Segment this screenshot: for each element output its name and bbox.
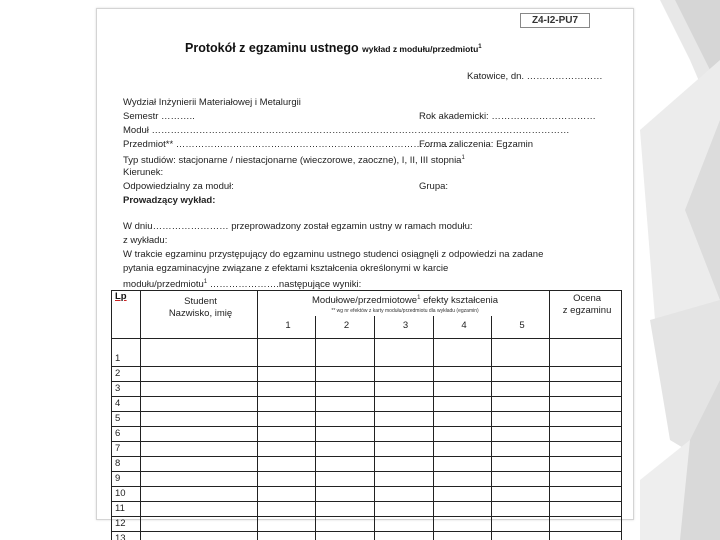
table-cell[interactable] <box>375 411 434 426</box>
table-row <box>112 531 622 540</box>
row-number: 11 <box>112 501 141 516</box>
table-cell[interactable] <box>316 456 375 471</box>
row-number: 3 <box>112 381 141 396</box>
table-cell[interactable] <box>492 366 550 381</box>
table-cell[interactable] <box>550 396 622 411</box>
table-cell[interactable] <box>316 441 375 456</box>
faculty-line: Wydział Inżynierii Materiałowej i Metalurgii <box>123 97 301 108</box>
table-cell[interactable] <box>258 411 316 426</box>
table-cell[interactable] <box>550 426 622 441</box>
table-cell[interactable] <box>434 441 492 456</box>
table-cell[interactable] <box>141 471 258 486</box>
table-cell[interactable] <box>375 441 434 456</box>
table-cell[interactable] <box>316 366 375 381</box>
table-cell[interactable] <box>492 456 550 471</box>
table-cell[interactable] <box>434 501 492 516</box>
table-cell[interactable] <box>375 516 434 531</box>
table-cell[interactable] <box>492 531 550 540</box>
row-number: 1 <box>112 338 141 366</box>
table-cell[interactable] <box>375 381 434 396</box>
row-number: 12 <box>112 516 141 531</box>
table-cell[interactable] <box>141 426 258 441</box>
module-line: Moduł …………………………………………………………………………………………………………………… <box>123 125 570 136</box>
semester-line: Semestr ……….. <box>123 111 195 122</box>
student-header: Student Nazwisko, imię <box>141 291 258 339</box>
effect-number: 3 <box>375 316 434 338</box>
row-number: 5 <box>112 411 141 426</box>
table-cell[interactable] <box>316 486 375 501</box>
table-cell[interactable] <box>492 486 550 501</box>
document-page <box>96 8 634 540</box>
table-row <box>112 501 622 516</box>
table-cell[interactable] <box>375 338 434 366</box>
table-cell[interactable] <box>375 396 434 411</box>
table-row <box>112 396 622 411</box>
effect-number: 1 <box>258 316 316 338</box>
table-row <box>112 456 622 471</box>
table-cell[interactable] <box>492 441 550 456</box>
grade-header: Ocena z egzaminu <box>550 291 622 339</box>
table-cell[interactable] <box>316 516 375 531</box>
table-cell[interactable] <box>141 366 258 381</box>
row-number: 10 <box>112 486 141 501</box>
table-cell[interactable] <box>550 366 622 381</box>
table-row <box>112 381 622 396</box>
table-cell[interactable] <box>375 366 434 381</box>
title-main: Protokół z egzaminu ustnego <box>185 41 359 55</box>
table-row <box>112 471 622 486</box>
row-number: 4 <box>112 396 141 411</box>
row-number: 13 <box>112 531 141 540</box>
table-cell[interactable] <box>316 381 375 396</box>
lecturer-line: Prowadzący wykład: <box>123 195 216 206</box>
table-cell[interactable] <box>434 426 492 441</box>
table-cell[interactable] <box>550 486 622 501</box>
table-cell[interactable] <box>258 381 316 396</box>
table-cell[interactable] <box>550 411 622 426</box>
table-cell[interactable] <box>434 531 492 540</box>
paragraph1-line2: z wykładu: <box>123 235 168 246</box>
table-row <box>112 338 622 366</box>
table-cell[interactable] <box>550 456 622 471</box>
table-cell[interactable] <box>434 486 492 501</box>
row-number: 2 <box>112 366 141 381</box>
table-cell[interactable] <box>141 516 258 531</box>
table-row <box>112 486 622 501</box>
table-cell[interactable] <box>434 471 492 486</box>
table-cell[interactable] <box>492 516 550 531</box>
table-cell[interactable] <box>258 456 316 471</box>
document-title <box>185 41 482 55</box>
table-cell[interactable] <box>492 396 550 411</box>
table-cell[interactable] <box>434 396 492 411</box>
table-cell[interactable] <box>316 471 375 486</box>
table-cell[interactable] <box>258 396 316 411</box>
row-number: 8 <box>112 456 141 471</box>
table-cell[interactable] <box>375 456 434 471</box>
table-cell[interactable] <box>492 381 550 396</box>
table-cell[interactable] <box>316 338 375 366</box>
effect-number: 5 <box>492 316 550 338</box>
table-cell[interactable] <box>550 531 622 540</box>
place-date: Katowice, dn. …………………… <box>467 71 603 82</box>
table-row <box>112 366 622 381</box>
table-cell[interactable] <box>258 531 316 540</box>
academic-year-line: Rok akademicki: …………………………… <box>419 111 596 122</box>
responsible-line: Odpowiedzialny za moduł: <box>123 181 234 192</box>
table-cell[interactable] <box>258 338 316 366</box>
table-cell[interactable] <box>258 501 316 516</box>
form-line: Forma zaliczenia: Egzamin <box>419 139 534 150</box>
table-cell[interactable] <box>316 531 375 540</box>
lp-header: Lp <box>112 291 141 339</box>
table-cell[interactable] <box>141 501 258 516</box>
table-cell[interactable] <box>316 426 375 441</box>
table-cell[interactable] <box>375 471 434 486</box>
results-table <box>111 290 622 540</box>
effects-header-note: ** wg nr efektów z karty modułu/przedmiotu dla wykładu (egzamin) <box>331 308 479 315</box>
table-cell[interactable] <box>258 366 316 381</box>
table-cell[interactable] <box>141 381 258 396</box>
table-cell[interactable] <box>258 441 316 456</box>
table-cell[interactable] <box>492 471 550 486</box>
table-row <box>112 516 622 531</box>
table-cell[interactable] <box>258 486 316 501</box>
table-cell[interactable] <box>141 486 258 501</box>
table-cell[interactable] <box>258 516 316 531</box>
table-cell[interactable] <box>141 531 258 540</box>
table-row <box>112 426 622 441</box>
table-cell[interactable] <box>375 486 434 501</box>
table-cell[interactable] <box>550 501 622 516</box>
table-row <box>112 411 622 426</box>
table-cell[interactable] <box>434 411 492 426</box>
groups-line: Grupa: <box>419 181 449 192</box>
table-cell[interactable] <box>316 411 375 426</box>
paragraph2-line2: pytania egzaminacyjne związane z efektami kształcenia określonymi w karcie <box>123 263 449 274</box>
table-cell[interactable] <box>141 411 258 426</box>
table-cell[interactable] <box>258 426 316 441</box>
table-cell[interactable] <box>141 338 258 366</box>
table-cell[interactable] <box>492 426 550 441</box>
document-code: Z4-I2-PU7 <box>520 13 590 28</box>
table-cell[interactable] <box>550 441 622 456</box>
effect-number: 4 <box>434 316 492 338</box>
table-cell[interactable] <box>375 426 434 441</box>
effect-number: 2 <box>316 316 375 338</box>
table-cell[interactable] <box>316 501 375 516</box>
table-cell[interactable] <box>492 411 550 426</box>
row-number: 6 <box>112 426 141 441</box>
table-cell[interactable] <box>434 338 492 366</box>
table-cell[interactable] <box>434 381 492 396</box>
paragraph2-line1: W trakcie egzaminu przystępujący do egzaminu ustnego studenci osiągnęli z odpowiedzi na zadane <box>123 249 544 260</box>
table-cell[interactable] <box>434 456 492 471</box>
table-cell[interactable] <box>141 441 258 456</box>
subject-line: Przedmiot** …………………………………………………………………………… <box>123 139 452 150</box>
paragraph2-line3: modułu/przedmiotu$^1$ ………………….następujące wyniki: <box>123 279 362 291</box>
table-cell[interactable] <box>375 531 434 540</box>
table-cell[interactable] <box>492 501 550 516</box>
table-cell[interactable] <box>258 471 316 486</box>
paragraph1-line1: W dniu…………………… przeprowadzony został egzamin ustny w ramach modułu: <box>123 221 473 232</box>
row-number: 9 <box>112 471 141 486</box>
title-sub: wykład z modułu/przedmiotu$^1$ <box>362 44 482 54</box>
table-cell[interactable] <box>141 396 258 411</box>
effects-header: Modułowe/przedmiotowe$^1$ efekty kształcenia ** wg nr efektów z karty modułu/przedmiotu dla wykładu (egzamin) <box>258 291 550 317</box>
table-cell[interactable] <box>375 501 434 516</box>
table-cell[interactable] <box>316 396 375 411</box>
field-line: Kierunek: <box>123 167 164 178</box>
table-cell[interactable] <box>550 381 622 396</box>
study-type-line: Typ studiów: stacjonarne / niestacjonarne (wieczorowe, zaoczne), I, II, III stopnia$^1$ <box>123 155 465 167</box>
table-cell[interactable] <box>434 366 492 381</box>
table-cell[interactable] <box>550 471 622 486</box>
table-cell[interactable] <box>550 516 622 531</box>
table-cell[interactable] <box>550 338 622 366</box>
table-cell[interactable] <box>434 516 492 531</box>
table-cell[interactable] <box>141 456 258 471</box>
row-number: 7 <box>112 441 141 456</box>
table-cell[interactable] <box>492 338 550 366</box>
table-row <box>112 441 622 456</box>
